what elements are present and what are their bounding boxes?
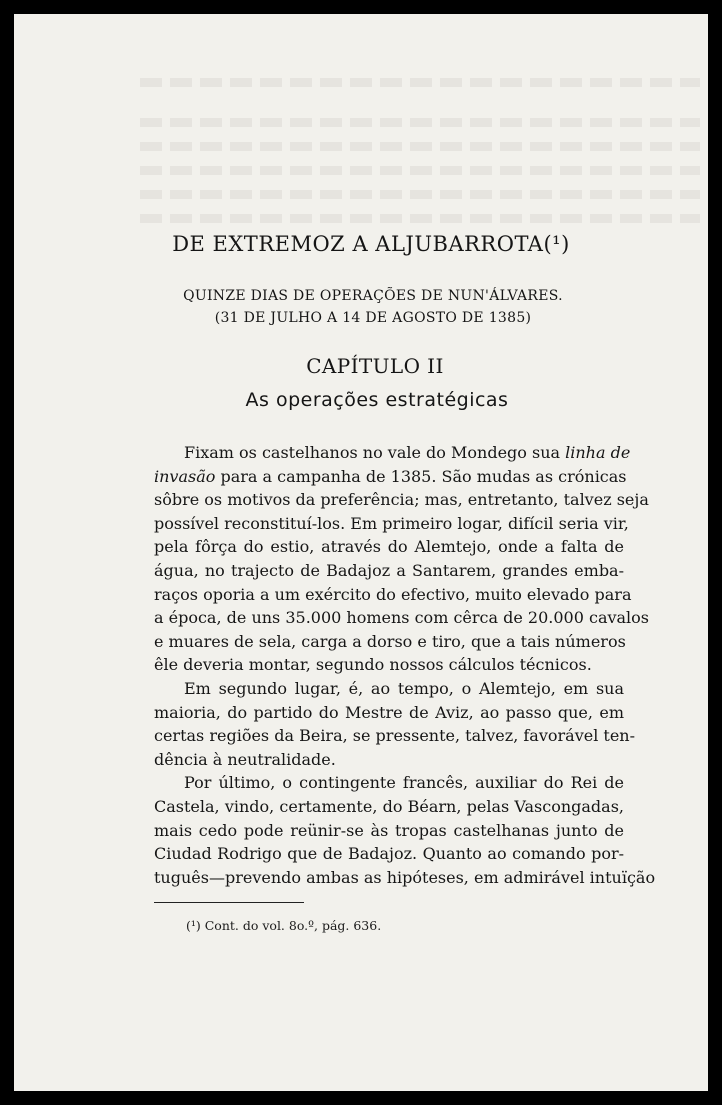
- text-line: possível reconstituí-los. Em primeiro logar, difícil seria vir,: [154, 513, 629, 533]
- footnote: [186, 918, 381, 933]
- text-line: maioria, do partido do Mestre de Aviz, ao passo que, em: [154, 702, 624, 722]
- text-line: mais cedo pode reünir-se às tropas castelhanas junto de: [154, 820, 624, 840]
- text-line: Por último, o contingente francês, auxiliar do Rei de: [184, 773, 624, 793]
- text-line: [154, 465, 627, 489]
- article-dates: (31 DE JULHO A 14 DE AGOSTO DE 1385): [214, 310, 532, 326]
- footnote-text: Cont. do vol. 8o.º, pág. 636.: [200, 918, 382, 933]
- section-title: As operações estratégicas: [245, 389, 509, 411]
- bleed-through-line: [140, 78, 700, 87]
- text-run: para a campanha de 1385. São mudas as crónicas: [215, 466, 627, 486]
- footnote-divider: [154, 902, 304, 903]
- text-line: a época, de uns 35.000 homens com cêrca de 20.000 cavalos: [154, 608, 650, 628]
- paragraph-1: [154, 441, 650, 677]
- document-page: [14, 14, 708, 1091]
- bleed-through-line: [140, 166, 700, 175]
- text-line: água, no trajecto de Badajoz a Santarem, grandes emba-: [154, 560, 624, 580]
- text-line: Ciudad Rodrigo que de Badajoz. Quanto ao comando por-: [154, 844, 624, 864]
- bleed-through-line: [140, 190, 700, 199]
- text-line: certas regiões da Beira, se pressente, talvez, favorável ten-: [154, 726, 636, 746]
- text-line: tuguês—prevendo ambas as hipóteses, em admirável intuïção: [154, 867, 656, 887]
- text-line: dência à neutralidade.: [154, 749, 336, 769]
- text-line: êle deveria montar, segundo nossos cálculos técnicos.: [154, 655, 592, 675]
- text-line: Em segundo lugar, é, ao tempo, o Alemtejo, em sua: [184, 678, 624, 698]
- italic-run: invasão: [154, 466, 216, 486]
- italic-run: linha de: [565, 443, 631, 462]
- paragraph-3: [154, 771, 656, 889]
- article-title-note: (¹): [543, 232, 570, 256]
- text-line: [154, 441, 631, 465]
- paragraph-2: [154, 677, 636, 771]
- bleed-through-line: [140, 142, 700, 151]
- text-run: Fixam os castelhanos no vale do Mondego sua: [184, 443, 566, 462]
- text-line: sôbre os motivos da preferência; mas, entretanto, talvez seja: [154, 490, 649, 510]
- article-subtitle: QUINZE DIAS DE OPERAÇÕES DE NUN'ÁLVARES.: [183, 288, 563, 304]
- text-line: raços oporia a um exército do efectivo, muito elevado para: [154, 584, 632, 604]
- body-text: [154, 441, 656, 889]
- article-title-text: DE EXTREMOZ A ALJUBARROTA: [172, 232, 544, 256]
- footnote-marker: (¹): [186, 918, 201, 933]
- chapter-label: CAPÍTULO II: [306, 354, 444, 378]
- article-title: [24, 232, 708, 256]
- bleed-through-line: [140, 214, 700, 223]
- text-line: pela fôrça do estio, através do Alemtejo, onde a falta de: [154, 537, 624, 557]
- text-line: Castela, vindo, certamente, do Béarn, pelas Vascongadas,: [154, 796, 624, 816]
- text-line: e muares de sela, carga a dorso e tiro, que a tais números: [154, 631, 626, 651]
- bleed-through-line: [140, 118, 700, 127]
